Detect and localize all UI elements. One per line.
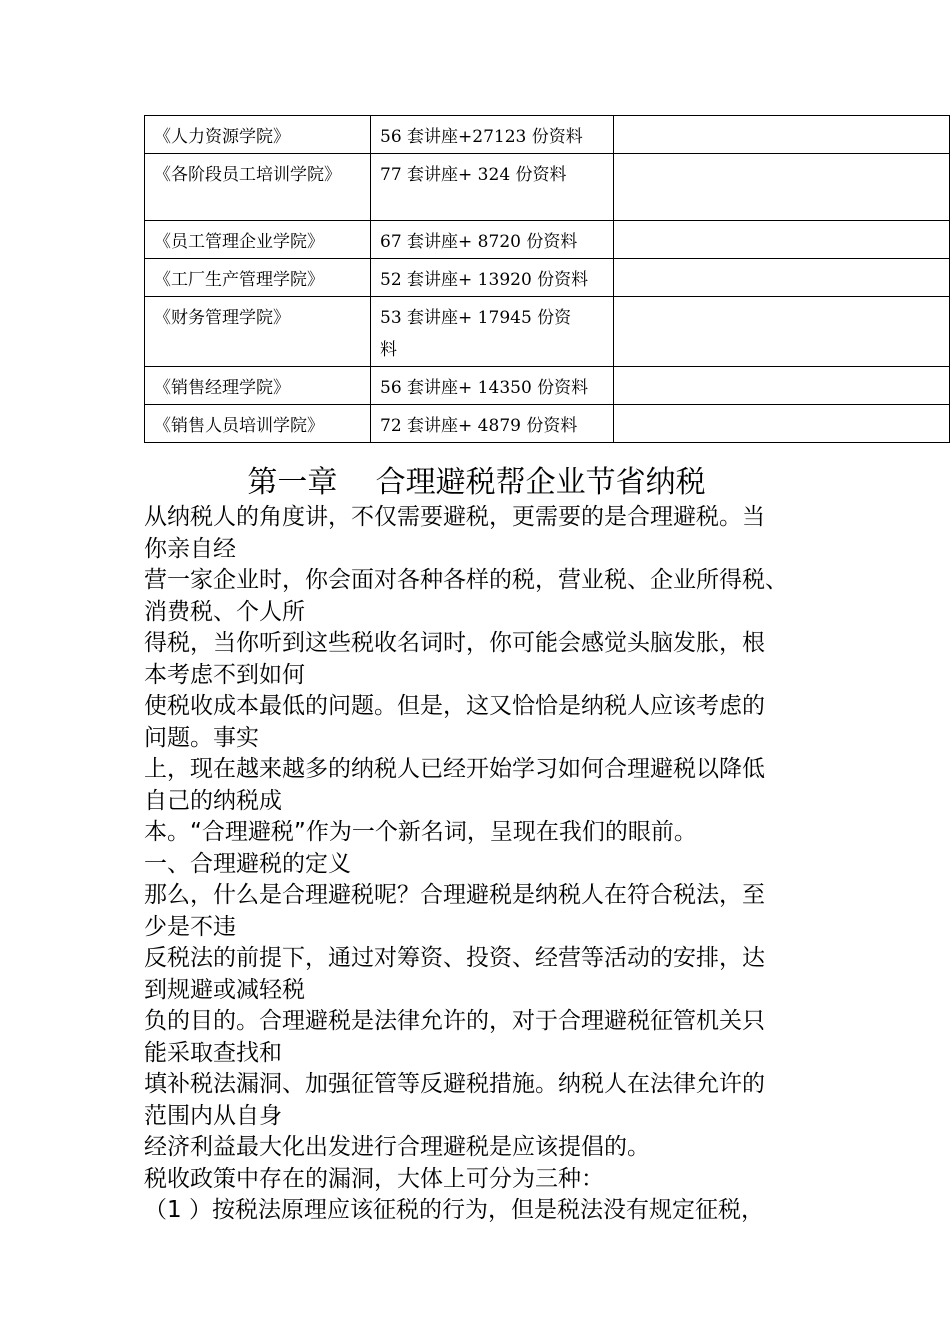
text-line: 经济利益最大化出发进行合理避税是应该提倡的。	[144, 1134, 650, 1160]
academy-note-cell	[614, 221, 950, 259]
text-line: 上，现在越来越多的纳税人已经开始学习如何合理避税以降低	[144, 756, 765, 782]
text-line: 填补税法漏洞、加强征管等反避税措施。纳税人在法律允许的	[144, 1071, 765, 1097]
academy-content-cell: 67 套讲座+ 8720 份资料	[371, 221, 614, 259]
course-catalog-table	[144, 115, 950, 443]
text-line: 使税收成本最低的问题。但是，这又恰恰是纳税人应该考虑的	[144, 693, 765, 719]
academy-name-cell: 《各阶段员工培训学院》	[145, 154, 371, 221]
academy-content-cell: 52 套讲座+ 13920 份资料	[371, 259, 614, 297]
table-row	[145, 221, 950, 259]
academy-name-cell: 《财务管理学院》	[145, 297, 371, 367]
academy-name-cell: 《销售人员培训学院》	[145, 405, 371, 443]
academy-content-cell: 56 套讲座+ 14350 份资料	[371, 367, 614, 405]
text-line: 自己的纳税成	[144, 787, 282, 814]
table-row	[145, 297, 950, 367]
text-line: 从纳税人的角度讲，不仅需要避税，更需要的是合理避税。当	[144, 504, 765, 530]
academy-name-cell: 《人力资源学院》	[145, 116, 371, 154]
table-row	[145, 154, 950, 221]
table-row	[145, 405, 950, 443]
academy-content-cell: 72 套讲座+ 4879 份资料	[371, 405, 614, 443]
academy-note-cell	[614, 154, 950, 221]
text-line: 少是不违	[144, 913, 236, 940]
text-line: 问题。事实	[144, 724, 259, 751]
academy-name-cell: 《销售经理学院》	[145, 367, 371, 405]
academy-content-cell: 77 套讲座+ 324 份资料	[371, 154, 614, 221]
text-line: 你亲自经	[144, 535, 236, 562]
text-line: （1 ）按税法原理应该征税的行为，但是税法没有规定征税，	[144, 1197, 764, 1223]
text-line: 那么，什么是合理避税呢？合理避税是纳税人在符合税法，至	[144, 882, 765, 908]
text-line: 本。“合理避税”作为一个新名词，呈现在我们的眼前。	[144, 819, 697, 845]
text-line: 税收政策中存在的漏洞，大体上可分为三种：	[144, 1165, 604, 1192]
text-line: 反税法的前提下，通过对筹资、投资、经营等活动的安排，达	[144, 945, 765, 971]
academy-note-cell	[614, 367, 950, 405]
table-row	[145, 259, 950, 297]
text-line: 得税，当你听到这些税收名词时，你可能会感觉头脑发胀，根	[144, 630, 765, 656]
academy-note-cell	[614, 259, 950, 297]
academy-content-cell: 56 套讲座+27123 份资料	[371, 116, 614, 154]
text-line: 消费税、个人所	[144, 598, 305, 625]
text-line: 到规避或减轻税	[144, 976, 305, 1003]
text-line: 本考虑不到如何	[144, 661, 305, 688]
academy-note-cell	[614, 405, 950, 443]
section-heading: 一、合理避税的定义	[144, 850, 351, 877]
body-text	[144, 502, 824, 1227]
text-line: 能采取查找和	[144, 1039, 282, 1066]
text-line: 负的目的。合理避税是法律允许的，对于合理避税征管机关只	[144, 1008, 765, 1034]
text-line: 营一家企业时，你会面对各种各样的税，营业税、企业所得税、	[144, 567, 788, 593]
chapter-title: 第一章 合理避税帮企业节省纳税	[247, 465, 706, 500]
academy-note-cell	[614, 116, 950, 154]
academy-name-cell: 《员工管理企业学院》	[145, 221, 371, 259]
academy-name-cell: 《工厂生产管理学院》	[145, 259, 371, 297]
academy-note-cell	[614, 297, 950, 367]
table-row	[145, 367, 950, 405]
text-line: 范围内从自身	[144, 1102, 282, 1129]
table-row	[145, 116, 950, 154]
academy-content-cell: 53 套讲座+ 17945 份资料	[371, 297, 614, 367]
